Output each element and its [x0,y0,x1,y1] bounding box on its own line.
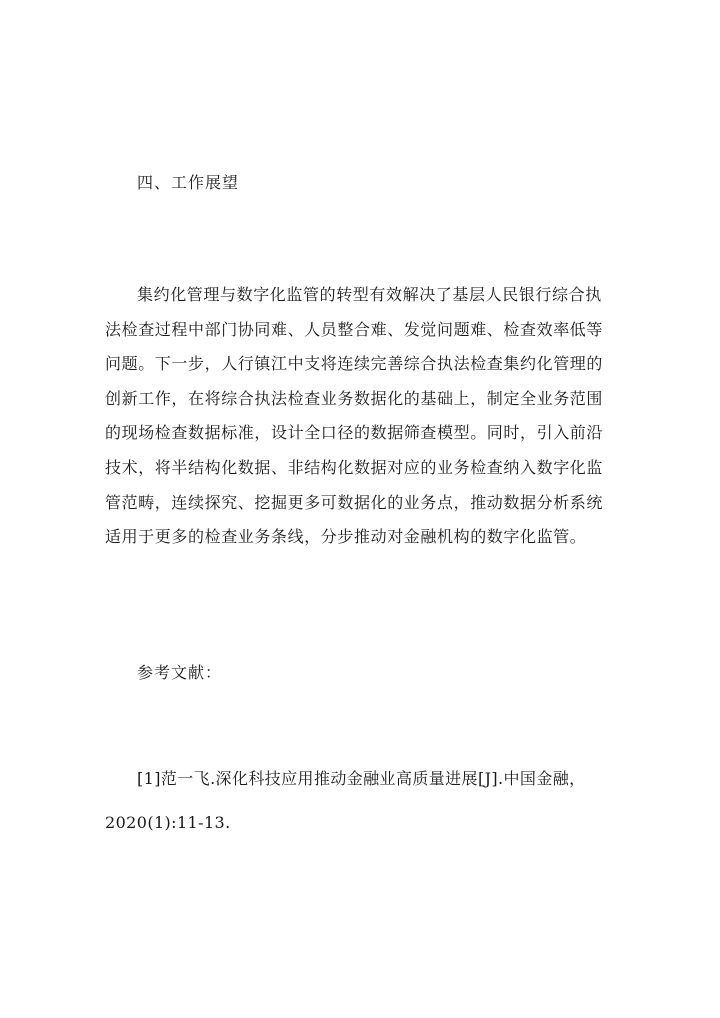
paragraph-line: 创新工作，在将综合执法检查业务数据化的基础上，制定全业务范围 [105,388,604,408]
reference-item [105,766,617,854]
paragraph-line: 法检查过程中部门协同难、人员整合难、发觉问题难、检查效率低等 [105,319,604,339]
references-heading: 参考文献： [137,663,223,682]
reference-line: [1]范一飞.深化科技应用推动金融业高质量进展[J].中国金融， [137,769,586,788]
paragraph-line: 问题。下一步，人行镇江中支将连续完善综合执法检查集约化管理的 [105,354,604,374]
section-heading: 四、工作展望 [137,173,240,192]
paragraph-line: 适用于更多的检查业务条线，分步推动对金融机构的数字化监管。 [105,527,587,547]
reference-line: 2020(1):11-13. [105,813,231,832]
paragraph-line: 技术，将半结构化数据、非结构化数据对应的业务检查纳入数字化监 [105,457,604,477]
paragraph-line: 管范畴，连续探究、挖掘更多可数据化的业务点，推动数据分析系统 [105,492,604,512]
paragraph-line: 的现场检查数据标准，设计全口径的数据筛查模型。同时，引入前沿 [105,423,604,443]
paragraph-line: 集约化管理与数字化监管的转型有效解决了基层人民银行综合执 [137,285,602,304]
section-paragraph [105,278,617,555]
